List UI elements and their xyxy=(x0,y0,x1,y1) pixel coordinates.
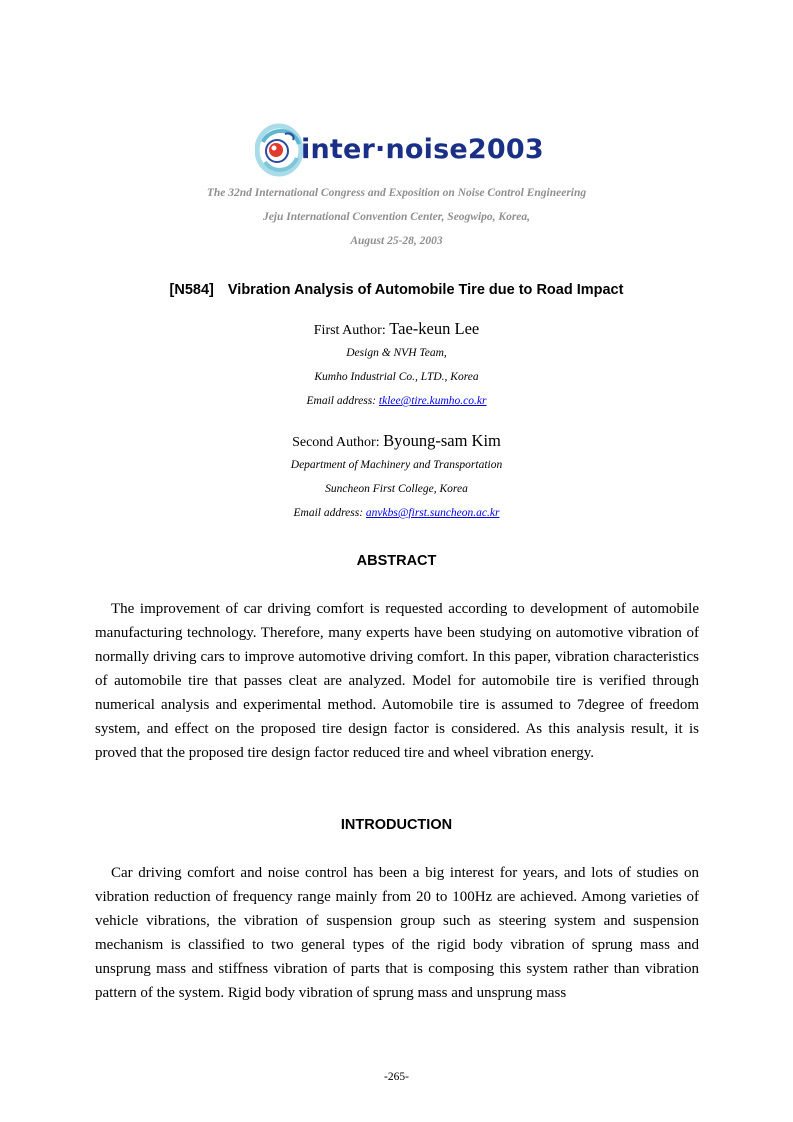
first-author-affiliation-team: Design & NVH Team, xyxy=(346,347,447,359)
second-author-affiliation-department: Department of Machinery and Transportation xyxy=(290,459,503,471)
conference-venue: Jeju International Convention Center, Seogwipo, Korea, xyxy=(262,211,531,223)
second-author-affiliation-college: Suncheon First College, Korea xyxy=(325,483,468,495)
conference-dates: August 25-28, 2003 xyxy=(350,235,443,247)
first-author-email-line xyxy=(0,393,793,409)
paper-title-text: Vibration Analysis of Automobile Tire due to Road Impact xyxy=(227,282,624,298)
second-author-email-line xyxy=(0,505,793,521)
abstract-heading: ABSTRACT xyxy=(356,553,437,569)
first-author-email-link[interactable]: tklee@tire.kumho.co.kr xyxy=(378,395,487,407)
second-author-email-label: Email address: xyxy=(293,507,364,519)
conference-logo xyxy=(255,122,545,178)
first-author-affiliation-company: Kumho Industrial Co., LTD., Korea xyxy=(314,371,479,383)
abstract-body: The improvement of car driving comfort is requested according to development of automobile manufacturing technology. Therefore, many experts have been studying on automotive vibration of normally driving cars to improve automotive driving comfort. In this paper, vibration characteristics of automobile tire that passes cleat are analyzed. Model for automobile tire is verified through numerical analysis and experimental method. Automobile tire is assumed to 7degree of freedom system, and effect on the proposed tire design factor is considered. As this analysis result, it is proved that the proposed tire design factor reduced tire and wheel vibration energy. xyxy=(95,601,699,761)
second-author-email-link[interactable]: anvkbs@first.suncheon.ac.kr xyxy=(365,507,500,519)
conference-name: The 32nd International Congress and Exposition on Noise Control Engineering xyxy=(206,187,587,199)
first-author xyxy=(0,319,793,341)
second-author-name: Byoung-sam Kim xyxy=(383,431,501,450)
first-author-name: Tae-keun Lee xyxy=(389,319,480,338)
first-author-email-label: Email address: xyxy=(306,395,377,407)
paper-title xyxy=(0,280,793,300)
introduction-heading: INTRODUCTION xyxy=(340,817,453,833)
logo-wordmark: inter·noise2003 xyxy=(301,134,544,165)
introduction-body: Car driving comfort and noise control has been a big interest for years, and lots of studies on vibration reduction of frequency range mainly from 20 to 100Hz are achieved. Among varieties of vehicle vibrations, the vibration of suspension group such as steering system and suspension mechanism is classified to two general types of the rigid body vibration of sprung mass and unsprung mass and stiffness vibration of parts that is composing this system rather than vibration pattern of the system. Rigid body vibration of sprung mass and unsprung mass xyxy=(95,865,699,1001)
second-author-label: Second Author: xyxy=(292,435,380,450)
paper-code: [N584] xyxy=(169,282,214,298)
second-author xyxy=(0,431,793,453)
page-number: -265- xyxy=(384,1071,409,1083)
first-author-label: First Author: xyxy=(313,323,386,338)
inter-noise-swirl-logo-icon xyxy=(255,122,305,178)
